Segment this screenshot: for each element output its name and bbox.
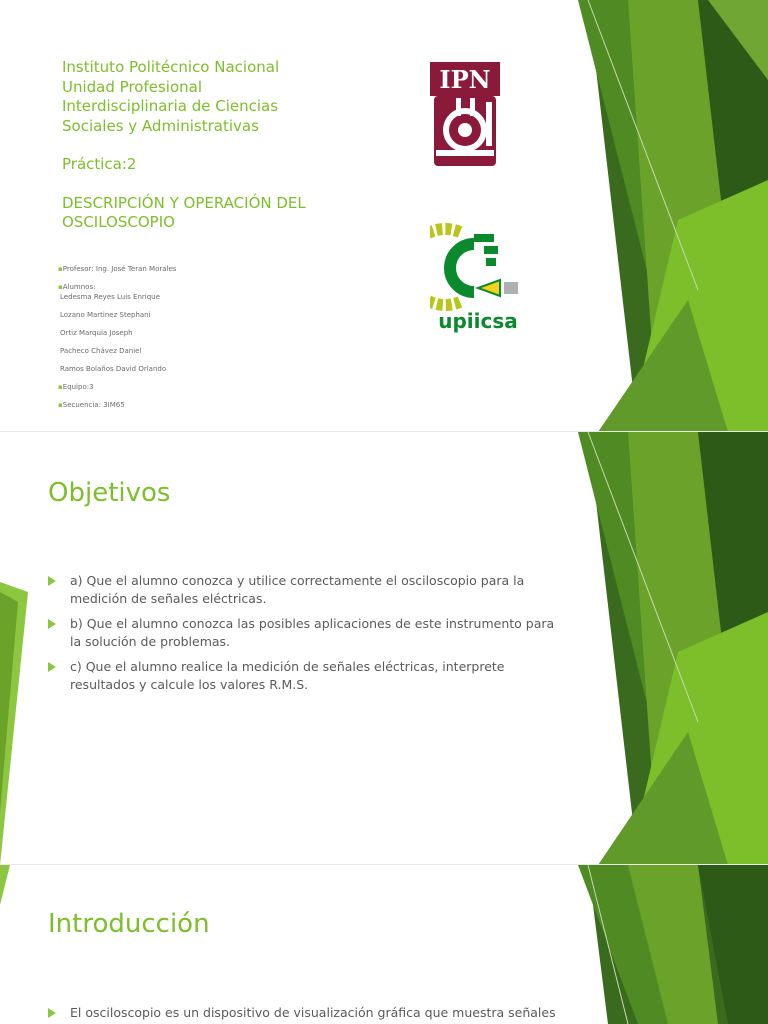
list-item (48, 658, 568, 693)
student-name: Lozano Martinez Stephani (60, 311, 151, 319)
student-name: Ortiz Marquia Joseph (60, 329, 133, 337)
slide-heading: Objetivos (48, 478, 171, 508)
title-line: Sociales y Administrativas (62, 116, 259, 135)
objective-text: c) Que el alumno realice la medición de señales eléctricas, interprete resultados y calcule los valores R.M.S. (70, 659, 505, 692)
slide-objectives (0, 432, 768, 865)
objectives-list (48, 572, 568, 701)
student-name: Pacheco Chávez Daniel (60, 347, 142, 355)
list-item (48, 572, 568, 607)
subject-line: DESCRIPCIÓN Y OPERACIÓN DEL (62, 193, 306, 212)
sequence-text: Secuencia: 3IM65 (62, 401, 125, 409)
arrow-bullet-icon (48, 662, 56, 672)
institution-title (62, 58, 392, 233)
objective-text: b) Que el alumno conozca las posibles aplicaciones de este instrumento para la solución de problemas. (70, 616, 555, 649)
title-line: Instituto Politécnico Nacional (62, 58, 280, 76)
arrow-bullet-icon (48, 576, 56, 586)
right-decoration (578, 432, 768, 865)
introduction-list (48, 1004, 568, 1024)
objective-text: a) Que el alumno conozca y utilice correctamente el osciloscopio para la medición de señales eléctricas. (70, 573, 525, 606)
title-line: Interdisciplinaria de Ciencias (62, 97, 279, 115)
right-decoration (578, 0, 768, 432)
right-decoration (578, 865, 768, 1024)
title-line: Unidad Profesional (62, 77, 202, 96)
list-item (48, 615, 568, 650)
ipn-logo-text: IPN (439, 65, 491, 94)
student-name: Ledesma Reyes Luis Enrique (60, 293, 160, 301)
practice-number: Práctica:2 (62, 155, 137, 173)
team-text: Equipo:3 (62, 383, 94, 391)
left-decoration (0, 865, 70, 1024)
ipn-logo (426, 58, 504, 170)
arrow-bullet-icon (48, 1008, 56, 1018)
list-item (48, 1004, 568, 1022)
students-label: Alumnos: (62, 283, 96, 291)
slide-heading: Introducción (48, 909, 210, 939)
upiicsa-logo (430, 222, 526, 334)
professor-text: Profesor: Ing. José Teran Morales (62, 265, 177, 273)
slide-introduction (0, 865, 768, 1024)
introduction-text: El osciloscopio es un dispositivo de visualización gráfica que muestra señales (70, 1005, 556, 1020)
credits-list: ▪Profesor: Ing. José Teran Morales ▪Alumnos: Ledesma Reyes Luis Enrique Lozano Martinez Stephani Ortiz Marquia Joseph Pacheco Chávez Daniel Ramos Bolaños David Orlando ▪Equipo:3 ▪Secuencia: 3IM65 (58, 264, 318, 418)
student-name: Ramos Bolaños David Orlando (60, 365, 167, 373)
slide-title (0, 0, 768, 432)
upiicsa-logo-text: upiicsa (438, 309, 518, 333)
subject-line: OSCILOSCOPIO (62, 213, 175, 231)
arrow-bullet-icon (48, 619, 56, 629)
